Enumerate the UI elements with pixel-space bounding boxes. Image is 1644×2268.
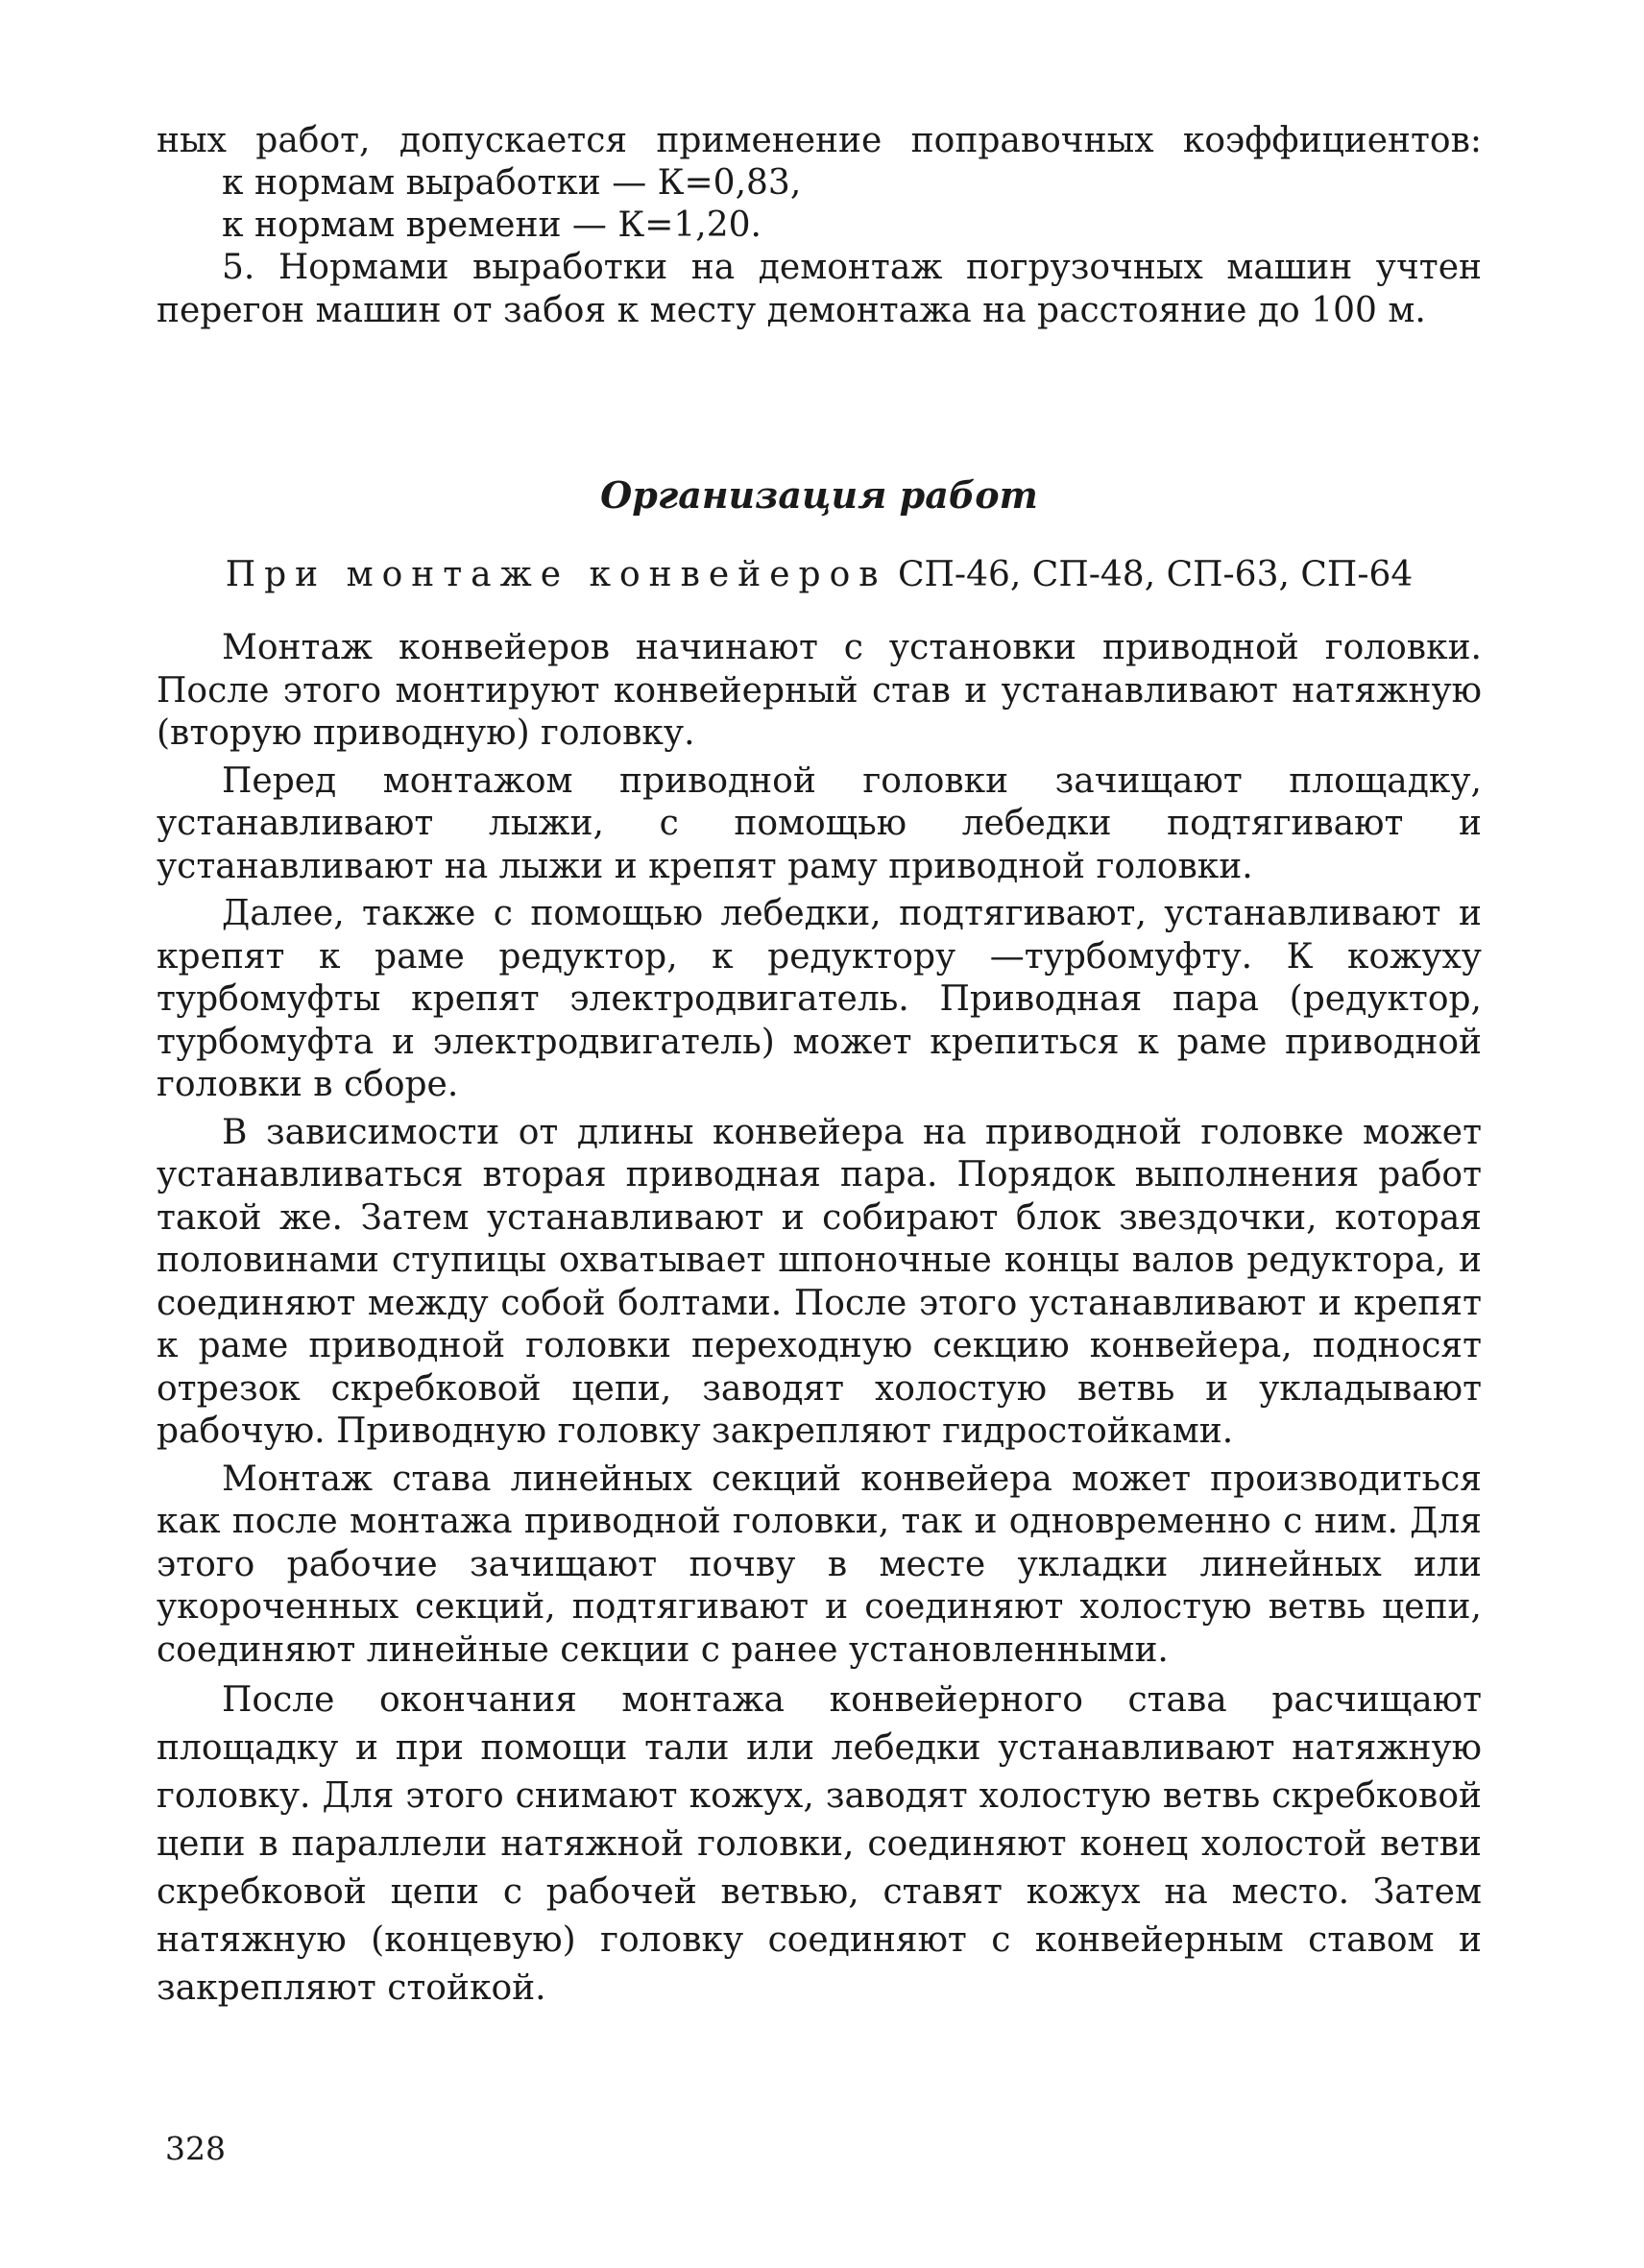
coefficient-time-line: к нормам времени — К=1,20. bbox=[222, 205, 762, 245]
continuation-line: ных работ, допускается применение поправочных коэффициентов: bbox=[157, 121, 1482, 160]
paragraph-3: Далее, также с помощью лебедки, подтягивают, устанавливают и крепят к раме редуктор, к редуктору —турбомуфту. К кожуху турбомуфты крепят электродвигатель. Приводная пара (редуктор, турбомуфта и электродвигатель) может крепиться к раме приводной головки в сборе. bbox=[157, 894, 1482, 1104]
item-5-paragraph: 5. Нормами выработки на демонтаж погрузочных машин учтен перегон машин от забоя к месту демонтажа на расстояние до 100 м. bbox=[157, 248, 1482, 330]
body-text bbox=[157, 627, 1482, 2017]
subtitle-models: СП-46, СП-48, СП-63, СП-64 bbox=[897, 555, 1414, 594]
paragraph-1: Монтаж конвейеров начинают с установки приводной головки. После этого монтируют конвейерный став и устанавливают натяжную (вторую приводную) головку. bbox=[157, 628, 1482, 753]
paragraph-5: Монтаж става линейных секций конвейера может производиться как после монтажа приводной головки, так и одновременно с ним. Для этого рабочие зачищают почву в месте укладки линейных или укороченных секций, подтягивают и соединяют холостую ветвь цепи, соединяют линейные секции с ранее установленными. bbox=[157, 1459, 1482, 1670]
subtitle-prefix: При монтаже конвейеров bbox=[225, 555, 887, 594]
section-subtitle bbox=[157, 555, 1482, 594]
paragraph-4: В зависимости от длины конвейера на приводной головке может устанавливаться вторая приводная пара. Порядок выполнения работ такой же. Затем устанавливают и собирают блок звездочки, которая половинами ступицы охватывает шпоночные концы валов редуктора, и соединяют между собой болтами. После этого устанавливают и крепят к раме приводной головки переходную секцию конвейера, подносят отрезок скребковой цепи, заводят холостую ветвь и укладывают рабочую. Приводную головку закрепляют гидростойками. bbox=[157, 1112, 1482, 1451]
section-title: Организация работ bbox=[600, 473, 1038, 517]
paragraph-6: После окончания монтажа конвейерного става расчищают площадку и при помощи тали или лебедки устанавливают натяжную головку. Для этого снимают кожух, заводят холостую ветвь скребковой цепи в параллели натяжной головки, соединяют конец холостой ветви скребковой цепи с рабочей ветвью, ставят кожух на место. Затем натяжную (концевую) головку соединяют с конвейерным ставом и закрепляют стойкой. bbox=[157, 1680, 1482, 2008]
coefficient-output-line: к нормам выработки — К=0,83, bbox=[222, 163, 802, 203]
paragraph-2: Перед монтажом приводной головки зачищают площадку, устанавливают лыжи, с помощью лебедки подтягивают и устанавливают на лыжи и крепят раму приводной головки. bbox=[157, 760, 1482, 886]
page-number: 328 bbox=[165, 2130, 226, 2167]
